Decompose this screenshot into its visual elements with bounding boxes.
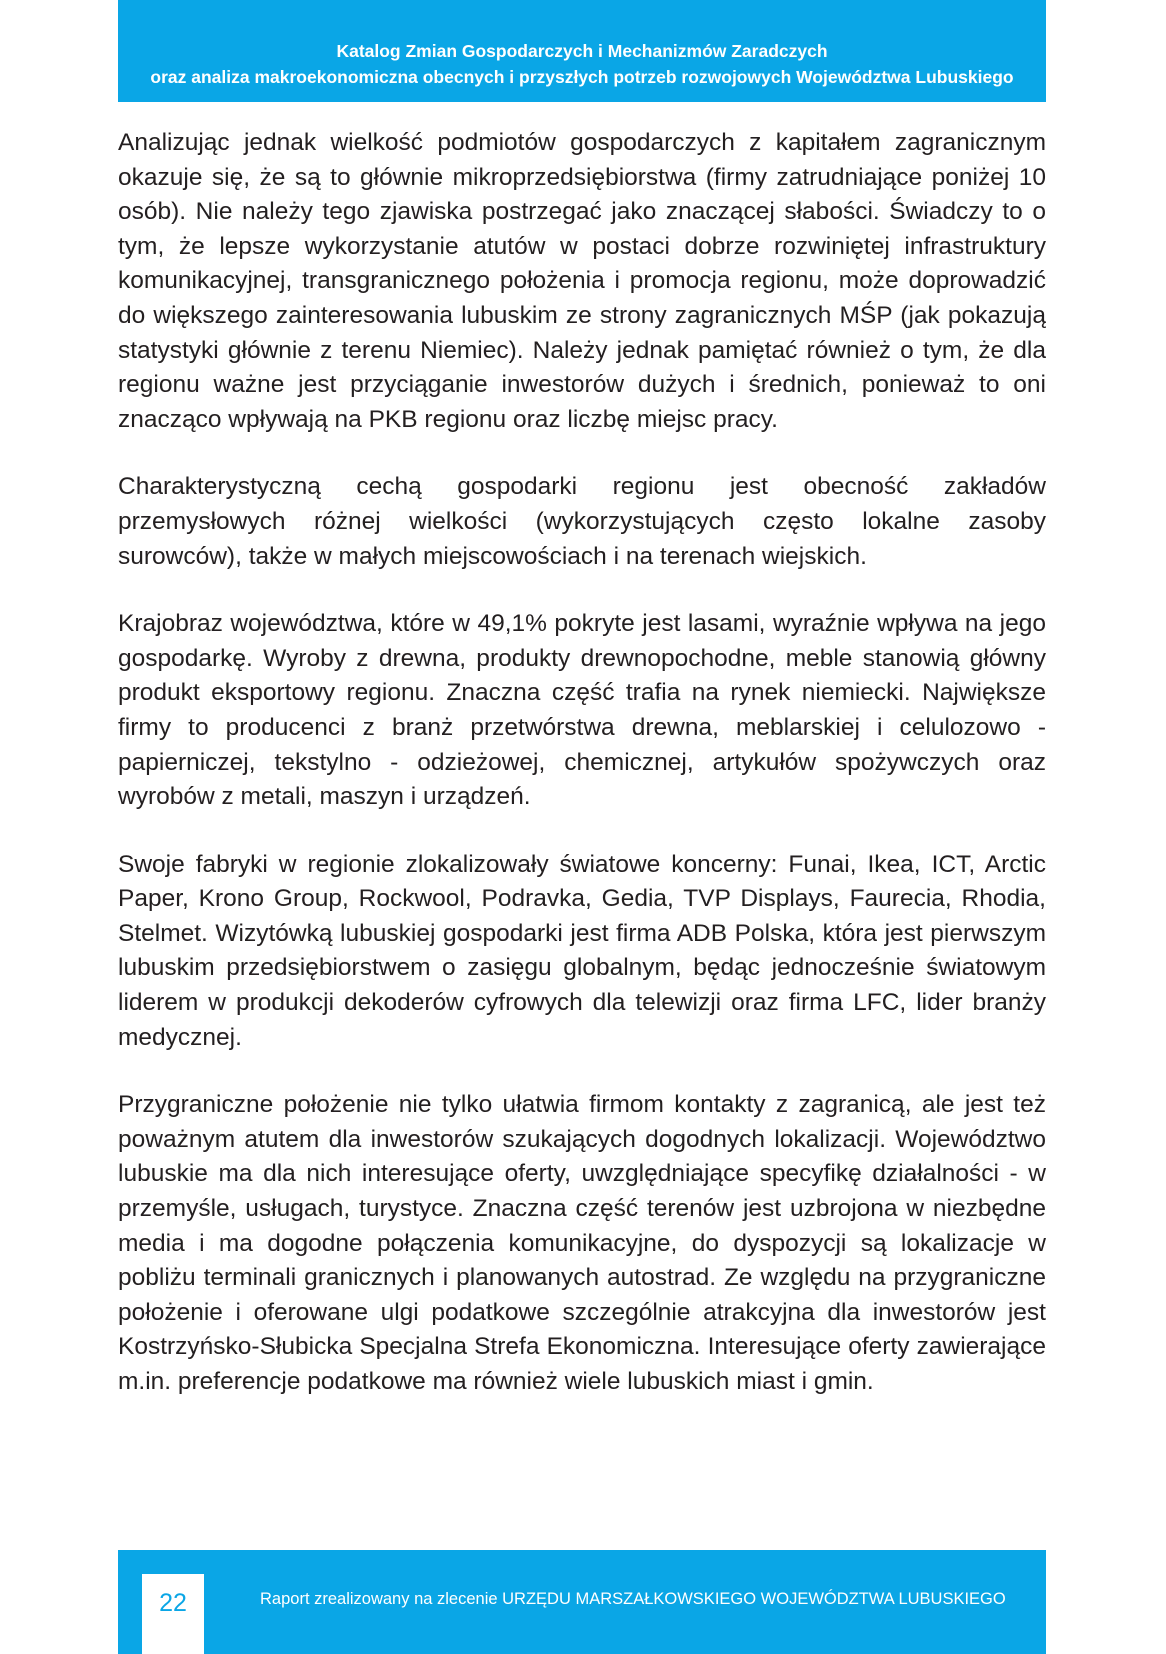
header-title-line2: oraz analiza makroekonomiczna obecnych i przyszłych potrzeb rozwojowych Województwa Lubuskiego (150, 67, 1014, 87)
page-header (118, 0, 1046, 102)
paragraph-industrial-plants: Charakterystyczną cechą gospodarki regionu jest obecność zakładów przemysłowych różnej wielkości (wykorzystujących często lokalne zasoby surowców), także w małych miejscowościach i na terenach wiejskich. (118, 473, 1046, 570)
header-title-line1: Katalog Zmian Gospodarczych i Mechanizmów Zaradczych (336, 41, 828, 61)
paragraph-border-location: Przygraniczne położenie nie tylko ułatwia firmom kontakty z zagranicą, ale jest też poważnym atutem dla inwestorów szukających dogodnych lokalizacji. Województwo lubuskie ma dla nich interesujące oferty, uwzględniające specyfikę działalności - w przemyśle, usługach, turystyce. Znaczna część terenów jest uzbrojona w niezbędne media i ma dogodne połączenia komunikacyjne, do dyspozycji są lokalizacje w pobliżu terminali granicznych i planowanych autostrad. Ze względu na przygraniczne położenie i oferowane ulgi podatkowe szczególnie atrakcyjna dla inwestorów jest Kostrzyńsko-Słubicka Specjalna Strefa Ekonomiczna. Interesujące oferty zawierające m.in. preferencje podatkowe ma również wiele lubuskich miast i gmin. (118, 1091, 1046, 1395)
main-content (118, 126, 1046, 1433)
footer-text: Raport zrealizowany na zlecenie URZĘDU MARSZAŁKOWSKIEGO WOJEWÓDZTWA LUBUSKIEGO (260, 1590, 1006, 1608)
paragraph-forests-economy: Krajobraz województwa, które w 49,1% pokryte jest lasami, wyraźnie wpływa na jego gospodarkę. Wyroby z drewna, produkty drewnopochodne, meble stanowią główny produkt eksportowy regionu. Znaczna część trafia na rynek niemiecki. Największe firmy to producenci z branż przetwórstwa drewna, meblarskiej i celulozowo - papierniczej, tekstylno - odzieżowej, chemicznej, artykułów spożywczych oraz wyrobów z metali, maszyn i urządzeń. (118, 610, 1046, 811)
paragraph-foreign-capital: Analizując jednak wielkość podmiotów gospodarczych z kapitałem zagranicznym okazuje się, że są to głównie mikroprzedsiębiorstwa (firmy zatrudniające poniżej 10 osób). Nie należy tego zjawiska postrzegać jako znaczącej słabości. Świadczy to o tym, że lepsze wykorzystanie atutów w postaci dobrze rozwiniętej infrastruktury komunikacyjnej, transgranicznego położenia i promocja regionu, może doprowadzić do większego zainteresowania lubuskim ze strony zagranicznych MŚP (jak pokazują statystyki głównie z terenu Niemiec). Należy jednak pamiętać również o tym, że dla regionu ważne jest przyciąganie inwestorów dużych i średnich, ponieważ to oni znacząco wpływają na PKB regionu oraz liczbę miejsc pracy. (118, 129, 1046, 433)
page-number: 22 (142, 1574, 204, 1654)
paragraph-global-companies: Swoje fabryki w regionie zlokalizowały światowe koncerny: Funai, Ikea, ICT, Arctic Paper, Krono Group, Rockwool, Podravka, Gedia, TVP Displays, Faurecia, Rhodia, Stelmet. Wizytówką lubuskiej gospodarki jest firma ADB Polska, która jest pierwszym lubuskim przedsiębiorstwem o zasięgu globalnym, będąc jednocześnie światowym liderem w produkcji dekoderów cyfrowych dla telewizji oraz firma LFC, lider branży medycznej. (118, 850, 1046, 1051)
page-footer (118, 1550, 1046, 1654)
